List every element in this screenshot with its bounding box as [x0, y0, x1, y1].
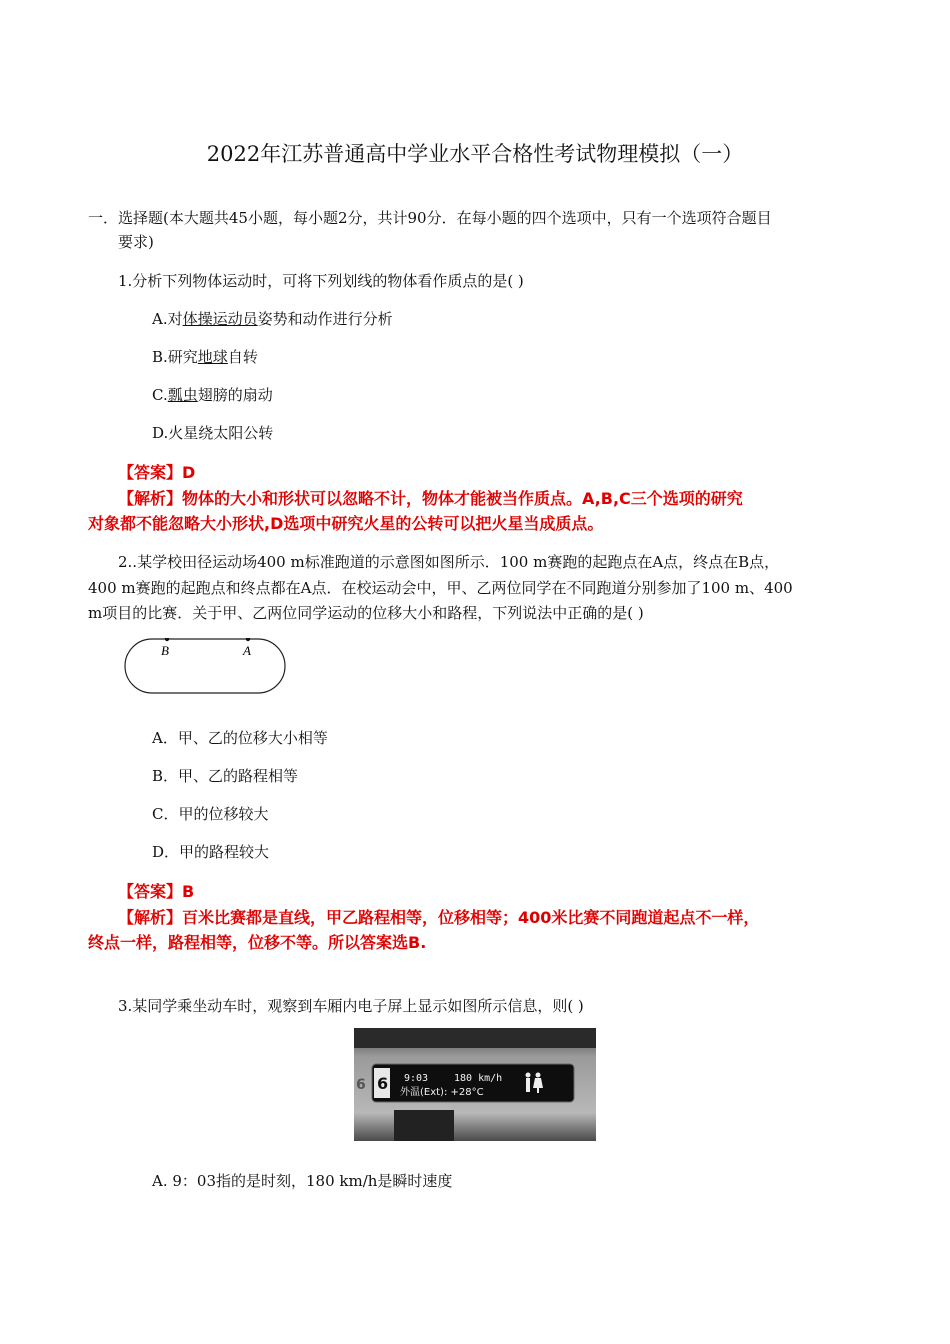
- q2-option-d: D．甲的路程较大: [152, 843, 270, 861]
- q1-answer: 【答案】D: [118, 463, 196, 482]
- section-heading-cont: 要求): [118, 233, 154, 251]
- q2-analysis-cont: 终点一样，路程相等，位移不等。所以答案选B.: [88, 933, 427, 952]
- q1-c-pre: C.: [152, 386, 168, 404]
- q1-a-post: 姿势和动作进行分析: [257, 310, 393, 328]
- q1-option-d: D.火星绕太阳公转: [152, 424, 274, 442]
- point-a-label: A: [243, 643, 251, 658]
- train-display-photo: [354, 1028, 596, 1141]
- q1-stem: 1.分析下列物体运动时，可将下列划线的物体看作质点的是( ): [118, 272, 524, 290]
- q1-option-a: [152, 308, 393, 329]
- running-track-diagram: [124, 638, 286, 694]
- q1-b-underlined: 地球: [197, 348, 228, 366]
- q1-a-pre: A.对: [152, 310, 183, 328]
- display-time: 9:03: [404, 1073, 429, 1084]
- display-temperature: 外温(Ext): +28°C: [400, 1087, 484, 1098]
- q2-answer: 【答案】B: [118, 882, 195, 901]
- q1-option-b: [152, 346, 258, 367]
- q1-b-pre: B.研究: [152, 348, 198, 366]
- point-a-dot: [246, 638, 250, 641]
- q1-c-underlined: 瓢虫: [167, 386, 198, 404]
- q1-analysis: 【解析】物体的大小和形状可以忽略不计，物体才能被当作质点。A,B,C三个选项的研究: [118, 489, 743, 508]
- q2-analysis: 【解析】百米比赛都是直线，甲乙路程相等，位移相等；400米比赛不同跑道起点不一样，: [118, 908, 760, 927]
- point-b-label: B: [161, 643, 169, 658]
- q2-option-b: B．甲、乙的路程相等: [152, 767, 299, 785]
- display-speed: 180 km/h: [454, 1073, 503, 1084]
- q2-stem-line3: m项目的比赛．关于甲、乙两位同学运动的位移大小和路程，下列说法中正确的是( ): [88, 604, 644, 622]
- q1-a-underlined: 体操运动员: [182, 310, 258, 328]
- q1-b-post: 自转: [227, 348, 258, 366]
- q3-option-a: A. 9：03指的是时刻，180 km/h是瞬时速度: [152, 1172, 453, 1190]
- q1-c-post: 翅膀的扇动: [197, 386, 273, 404]
- q2-option-c: C．甲的位移较大: [152, 805, 269, 823]
- q2-stem-line1: 2..某学校田径运动场400 m标准跑道的示意图如图所示．100 m赛跑的起跑点在A点，终点在B点，: [118, 553, 780, 571]
- car-number-side: 6: [356, 1077, 366, 1093]
- q1-analysis-cont: 对象都不能忽略大小形状,D选项中研究火星的公转可以把火星当成质点。: [88, 514, 604, 533]
- track-loop: [125, 639, 285, 693]
- section-heading: 一．选择题(本大题共45小题，每小题2分，共计90分．在每小题的四个选项中，只有一个选项符合题目: [88, 209, 772, 227]
- q2-stem-line2: 400 m赛跑的起跑点和终点都在A点．在校运动会中，甲、乙两位同学在不同跑道分别参加了100 m、400: [88, 579, 793, 597]
- page-title: 2022年江苏普通高中学业水平合格性考试物理模拟（一）: [206, 142, 744, 166]
- q3-stem: 3.某同学乘坐动车时，观察到车厢内电子屏上显示如图所示信息，则( ): [118, 997, 584, 1015]
- q1-option-c: [152, 384, 273, 405]
- car-number: 6: [377, 1074, 389, 1093]
- q2-option-a: A．甲、乙的位移大小相等: [152, 729, 328, 747]
- point-b-dot: [165, 638, 169, 641]
